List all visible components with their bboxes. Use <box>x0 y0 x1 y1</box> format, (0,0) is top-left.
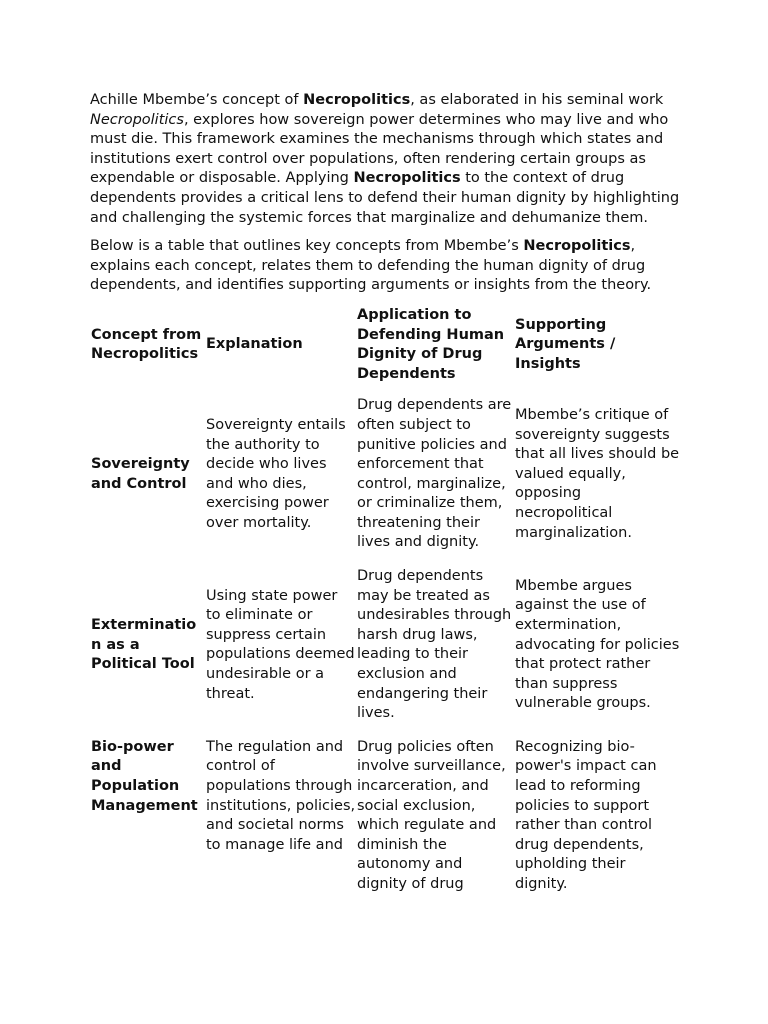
concept-cell: Sovereignty and Control <box>91 456 190 492</box>
explanation-cell: Using state power to eliminate or suppress certain populations deemed undesirable or a threat. <box>206 587 355 702</box>
header-application: Application to Defending Human Dignity of Drug Dependents <box>357 306 505 382</box>
insights-cell: Mbembe argues against the use of extermination, advocating for policies that protect rather than suppress vulnerable groups. <box>515 577 680 712</box>
header-concept: Concept from Necropolitics <box>91 326 202 363</box>
concept-cell: Bio-power and Population Management <box>91 738 198 814</box>
necropolitics-bold: Necropolitics <box>523 238 631 255</box>
table-row <box>90 567 680 738</box>
concept-cell: Extermination as a Political Tool <box>91 617 197 673</box>
header-insights: Supporting Arguments / Insights <box>515 316 616 372</box>
insights-cell: Recognizing bio-power's impact can lead to reforming policies to support rather than control drug dependents, upholding their dignity. <box>515 738 657 892</box>
table-row <box>90 396 680 567</box>
necropolitics-title-italic: Necropolitics <box>90 111 184 128</box>
header-explanation: Explanation <box>206 336 303 353</box>
application-cell: Drug dependents are often subject to punitive policies and enforcement that control, marginalize, or criminalize them, threatening their lives and dignity. <box>357 397 512 551</box>
concepts-table <box>90 306 680 909</box>
insights-cell: Mbembe’s critique of sovereignty suggests that all lives should be valued equally, opposing necropolitical marginalization. <box>515 407 680 541</box>
explanation-cell: Sovereignty entails the authority to decide who lives and who dies, exercising power over mortality. <box>206 416 346 531</box>
necropolitics-bold: Necropolitics <box>353 170 461 187</box>
document-page <box>90 91 680 909</box>
table-row <box>90 738 680 909</box>
table-header-row <box>90 306 680 396</box>
intro-paragraph: Achille Mbembe’s concept of Necropolitics, as elaborated in his seminal work Necropolitics, explores how sovereign power determines who may live and who must die. This framework examines the mechanisms through which states and institutions exert control over populations, often rendering certain groups as expendable or disposable. Applying Necropolitics to the context of drug dependents provides a critical lens to defend their human dignity by highlighting and challenging the systemic forces that marginalize and dehumanize them. <box>90 92 680 226</box>
application-cell: Drug policies often involve surveillance, incarceration, and social exclusion, which regulate and diminish the autonomy and dignity of drug <box>357 738 506 892</box>
application-cell: Drug dependents may be treated as undesirables through harsh drug laws, leading to their exclusion and endangering their lives. <box>357 568 512 722</box>
explanation-cell: The regulation and control of populations through institutions, policies, and societal norms to manage life and <box>206 738 356 853</box>
table-intro-paragraph: Below is a table that outlines key concepts from Mbembe’s Necropolitics, explains each concept, relates them to defending the human dignity of drug dependents, and identifies supporting arguments or insights from the theory. <box>90 238 652 294</box>
necropolitics-bold: Necropolitics <box>303 92 411 108</box>
